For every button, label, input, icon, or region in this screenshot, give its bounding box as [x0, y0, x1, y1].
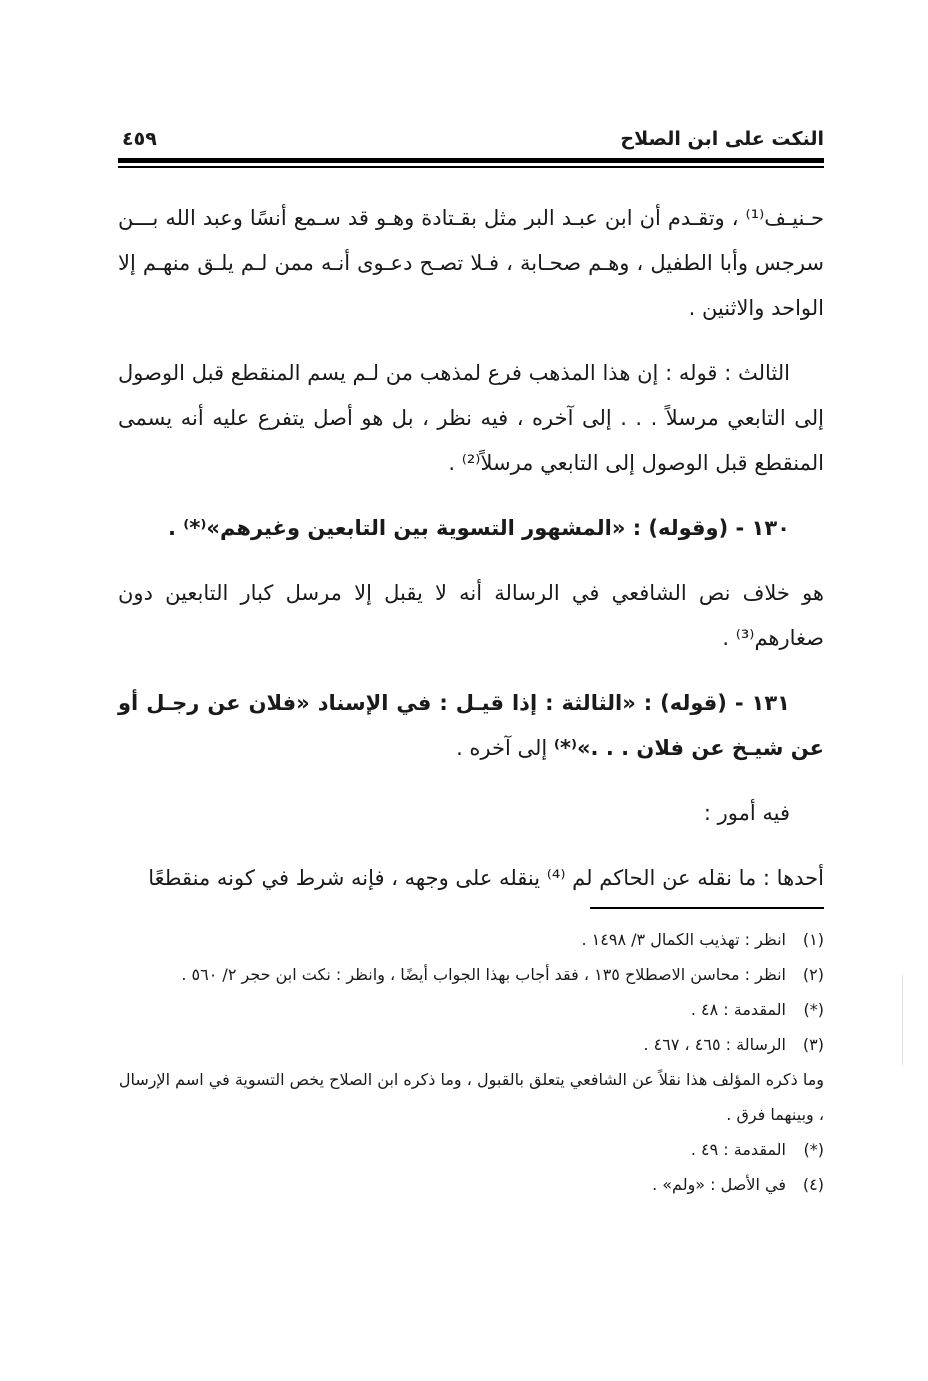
paragraph-2: الثالث : قوله : إن هذا المذهب فرع لمذهب من لـم يسم المنقطع قبل الوصول إلى التابعي مرسلاً . . . إلى آخره ، فيه نظر ، بل هو أصل يتفرع عليه أنه يسمى المنقطع قبل الوصول إلى التابعي مرسلاً⁽²⁾ .	[118, 361, 824, 475]
footnote-6	[118, 1167, 824, 1202]
footnote-separator	[590, 907, 824, 909]
paragraph-7: أحدها : ما نقله عن الحاكم لم ⁽⁴⁾ ينقله على وجهه ، فإنه شرط في كونه منقطعًا	[148, 866, 824, 890]
paragraph-5-rest: إلى آخره .	[456, 736, 554, 760]
footnote-4-continuation	[118, 1062, 824, 1132]
footnote-4	[118, 1027, 824, 1062]
footnote-3-text: المقدمة : ٤٨ .	[690, 1000, 786, 1019]
paragraph-5-heading: ١٣١ - (قوله) : «الثالثة : إذا قيـل : في الإسناد «فلان عن رجـل أو عن شيـخ عن فلان . . .»⁽*⁾	[118, 691, 824, 760]
paragraph-4: هو خلاف نص الشافعي في الرسالة أنه لا يقبل إلا مرسل كبار التابعين دون صغارهم⁽³⁾ .	[118, 581, 824, 650]
footnote-2	[118, 957, 824, 992]
footnote-2-mark: (٢)	[802, 965, 824, 984]
header-rule-thick	[118, 158, 824, 163]
paragraph-5	[118, 681, 824, 771]
main-text	[118, 196, 824, 921]
header-rule-thin	[118, 166, 824, 168]
footnote-3	[118, 992, 824, 1027]
footnote-6-mark: (٤)	[802, 1175, 824, 1194]
footnote-4-mark: (٣)	[802, 1035, 824, 1054]
footnote-1-text: انظر : تهذيب الكمال ٣/ ١٤٩٨ .	[581, 930, 786, 949]
page-header	[118, 120, 824, 160]
footnotes	[118, 922, 824, 1202]
paragraph-3-heading: ١٣٠ - (وقوله) : «المشهور التسوية بين التابعين وغيرهم»⁽*⁾ .	[168, 516, 790, 540]
footnote-2-text: انظر : محاسن الاصطلاح ١٣٥ ، فقد أجاب بهذا الجواب أيضًا ، وانظر : نكت ابن حجر ٢/ ٥٦٠ .	[181, 965, 786, 984]
running-title: النكت على ابن الصلاح	[620, 128, 824, 150]
footnote-4-text: الرسالة : ٤٦٥ ، ٤٦٧ .	[643, 1035, 786, 1054]
scan-artifact-line	[902, 975, 903, 1065]
footnote-1	[118, 922, 824, 957]
paragraph-1: حـنيـف⁽¹⁾ ، وتقـدم أن ابن عبـد البر مثل بقـتادة وهـو قد سـمع أنسًا وعبد الله بـــن سرجس وأبا الطفيل ، وهـم صحـابة ، فـلا تصـح دعـوى أنـه ممن لـم يلـق منهـم إلا الواحد والاثنين .	[118, 206, 824, 320]
paragraph-6: فيه أمور :	[703, 801, 790, 825]
footnote-1-mark: (١)	[802, 930, 824, 949]
footnote-4-continuation-text: وما ذكره المؤلف هذا نقلاً عن الشافعي يتعلق بالقبول ، وما ذكره ابن الصلاح يخص التسوية في اسم الإرسال ، وبينهما فرق .	[118, 1070, 824, 1124]
page-number: ٤٥٩	[122, 128, 157, 150]
footnote-5-text: المقدمة : ٤٩ .	[690, 1140, 786, 1159]
footnote-5	[118, 1132, 824, 1167]
footnote-3-mark: (*)	[803, 1000, 824, 1019]
footnote-5-mark: (*)	[803, 1140, 824, 1159]
footnote-6-text: في الأصل : «ولم» .	[652, 1175, 786, 1194]
